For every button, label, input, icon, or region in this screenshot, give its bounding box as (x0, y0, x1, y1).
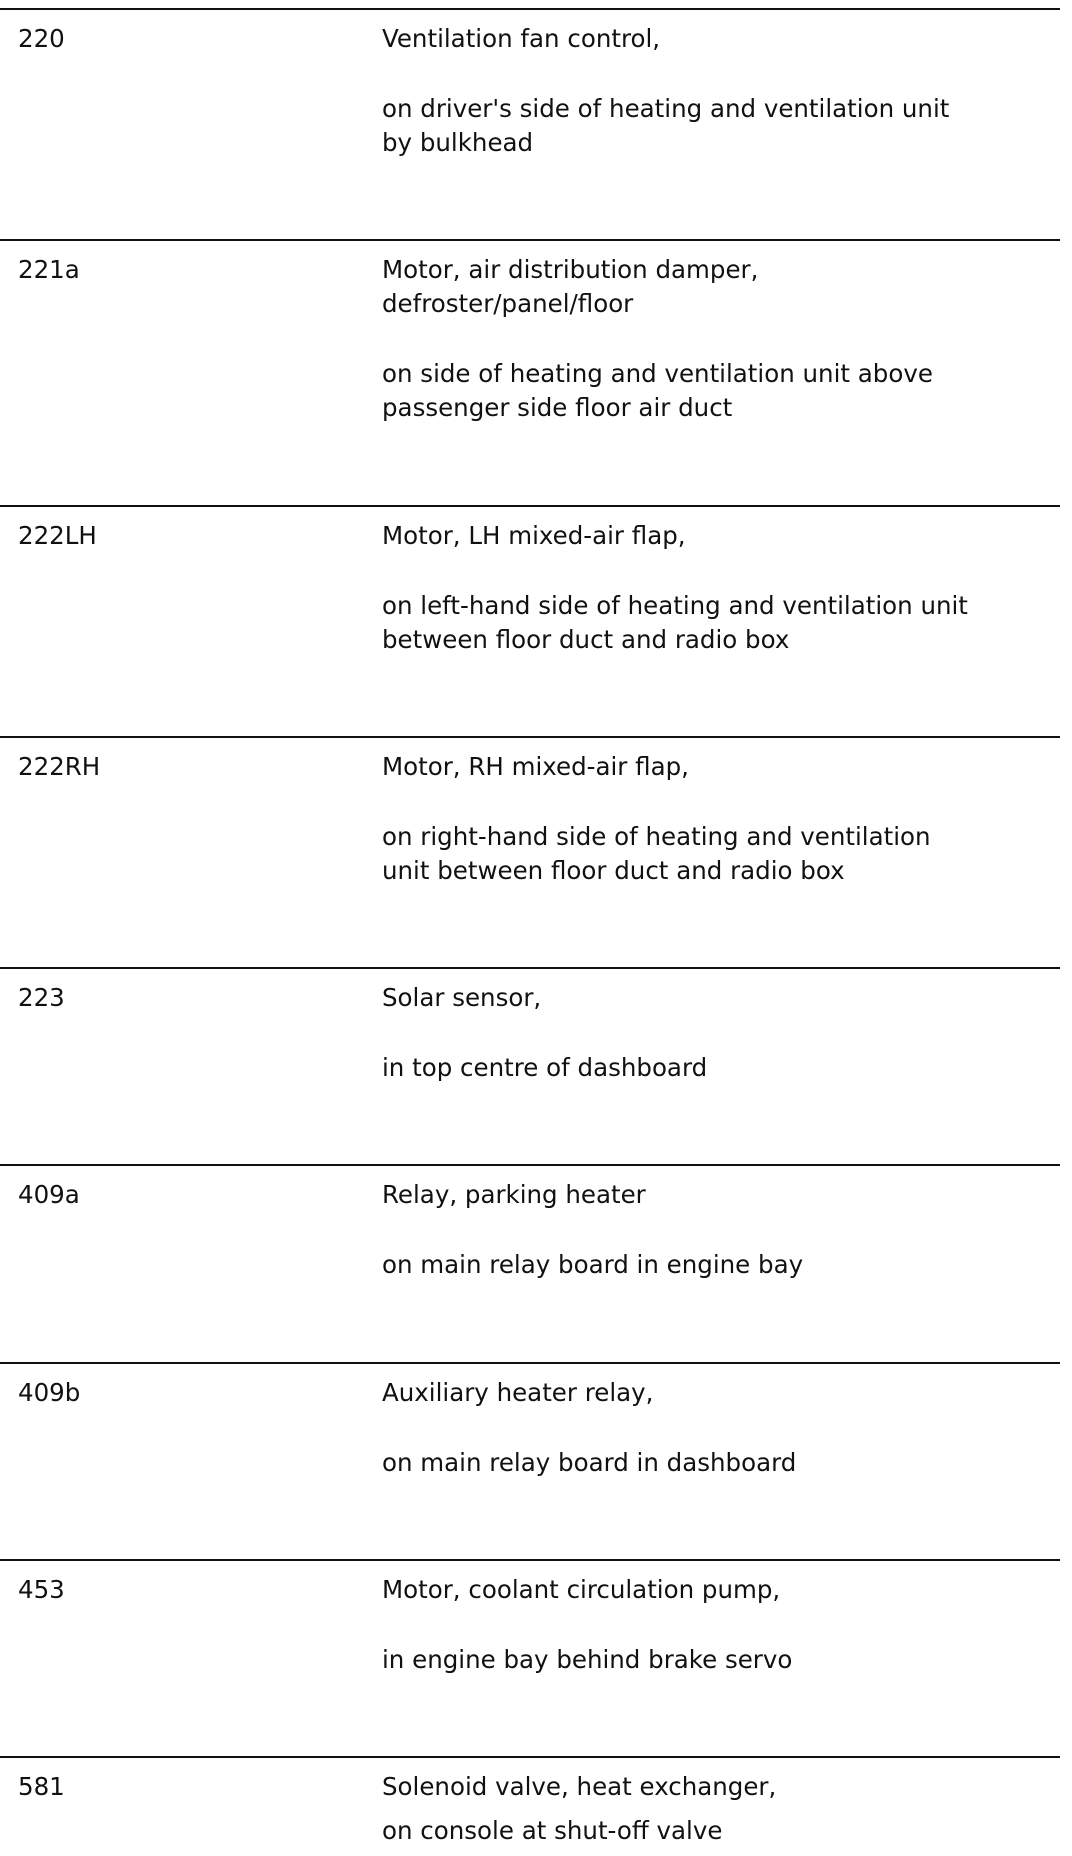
component-location: on side of heating and ventilation unit above passenger side floor air duct (382, 359, 933, 422)
component-code: 453 (18, 1575, 65, 1604)
component-code: 409b (18, 1378, 81, 1407)
component-location: on console at shut-off valve (382, 1816, 723, 1845)
component-name: Solar sensor, (382, 983, 542, 1012)
component-name: Motor, RH mixed-air flap, (382, 752, 689, 781)
component-location: on driver's side of heating and ventilation unit by bulkhead (382, 94, 950, 157)
row-divider (0, 1756, 1060, 1758)
row-divider (0, 505, 1060, 507)
component-name: Solenoid valve, heat exchanger, (382, 1772, 777, 1801)
component-name: Motor, air distribution damper, defroster/panel/floor (382, 255, 759, 318)
row-divider (0, 1559, 1060, 1561)
component-name: Motor, LH mixed-air flap, (382, 521, 686, 550)
component-code: 409a (18, 1180, 80, 1209)
component-description (382, 22, 1062, 160)
row-divider (0, 1164, 1060, 1166)
component-location: on left-hand side of heating and ventilation unit between floor duct and radio box (382, 591, 968, 654)
component-code: 223 (18, 983, 65, 1012)
component-name: Motor, coolant circulation pump, (382, 1575, 781, 1604)
row-divider (0, 967, 1060, 969)
component-code: 581 (18, 1772, 65, 1801)
component-description (382, 1573, 1062, 1677)
component-location: on main relay board in dashboard (382, 1448, 797, 1477)
component-location: in engine bay behind brake servo (382, 1645, 793, 1674)
row-divider (0, 736, 1060, 738)
component-name: Auxiliary heater relay, (382, 1378, 654, 1407)
component-description (382, 750, 1062, 888)
component-name: Ventilation fan control, (382, 24, 661, 53)
component-description (382, 1178, 1062, 1282)
component-description (382, 981, 1062, 1085)
component-description (382, 519, 1062, 657)
component-description (382, 1770, 1062, 1848)
component-code: 222LH (18, 521, 97, 550)
component-location: on main relay board in engine bay (382, 1250, 804, 1279)
row-divider (0, 1362, 1060, 1364)
row-divider (0, 8, 1060, 10)
component-description (382, 253, 1062, 425)
component-description (382, 1376, 1062, 1480)
component-code: 220 (18, 24, 65, 53)
component-location: in top centre of dashboard (382, 1053, 708, 1082)
row-divider (0, 239, 1060, 241)
component-code: 221a (18, 255, 80, 284)
component-location: on right-hand side of heating and ventilation unit between floor duct and radio box (382, 822, 931, 885)
component-name: Relay, parking heater (382, 1180, 646, 1209)
component-code: 222RH (18, 752, 101, 781)
